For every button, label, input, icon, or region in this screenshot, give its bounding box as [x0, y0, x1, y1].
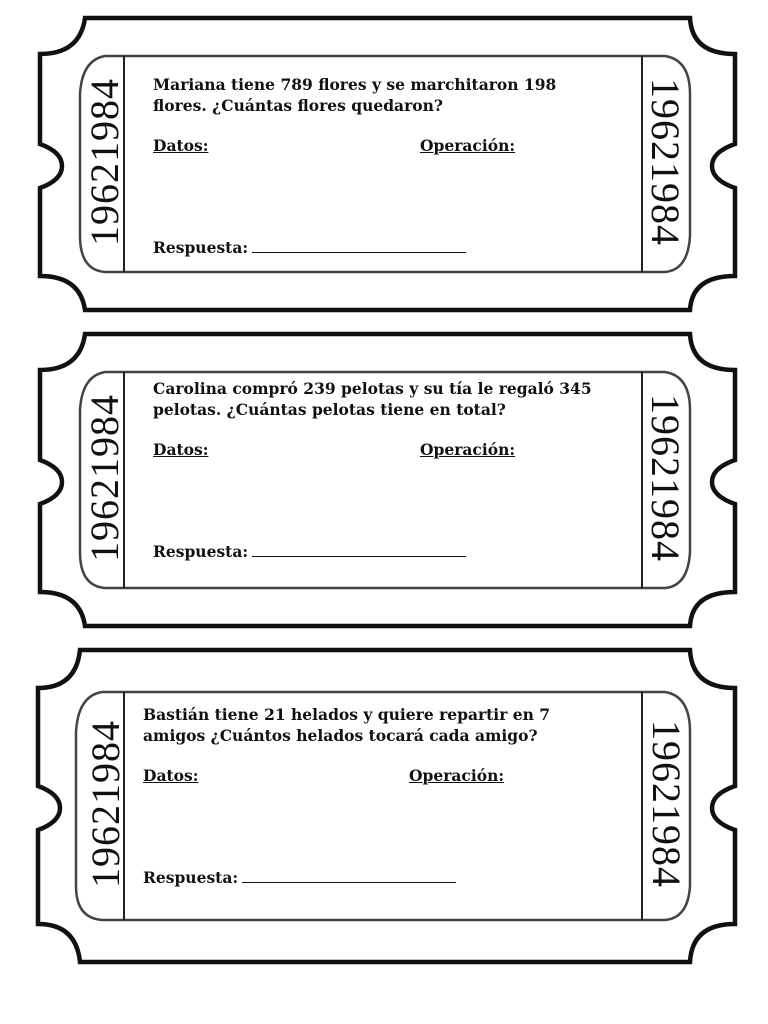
- serial-number-left: 19621984: [83, 720, 128, 888]
- datos-label: Datos:: [153, 136, 209, 155]
- answer-blank-line[interactable]: [252, 238, 466, 253]
- operacion-label: Operación:: [409, 766, 505, 785]
- problem-text: Carolina compró 239 pelotas y su tía le regaló 345 pelotas. ¿Cuántas pelotas tiene en total?: [153, 379, 592, 419]
- respuesta-label: Respuesta:: [143, 868, 239, 887]
- serial-number-left: 19621984: [82, 394, 127, 562]
- problem-text: Mariana tiene 789 flores y se marchitaron 198 flores. ¿Cuántas flores quedaron?: [153, 75, 557, 115]
- respuesta-row: [143, 868, 456, 887]
- answer-blank-line[interactable]: [242, 868, 456, 883]
- serial-number-right: 19621984: [643, 394, 688, 562]
- datos-label: Datos:: [153, 440, 209, 459]
- operacion-label: Operación:: [420, 136, 516, 155]
- respuesta-label: Respuesta:: [153, 542, 249, 561]
- datos-label: Datos:: [143, 766, 199, 785]
- respuesta-row: [153, 542, 466, 561]
- ticket-3: [0, 646, 768, 966]
- answer-blank-line[interactable]: [252, 542, 466, 557]
- respuesta-row: [153, 238, 466, 257]
- serial-number-right: 19621984: [643, 78, 688, 246]
- ticket-2: [0, 330, 768, 630]
- ticket-1: [0, 14, 768, 314]
- operacion-label: Operación:: [420, 440, 516, 459]
- respuesta-label: Respuesta:: [153, 238, 249, 257]
- serial-number-right: 19621984: [644, 720, 689, 888]
- problem-text: Bastián tiene 21 helados y quiere repartir en 7 amigos ¿Cuántos helados tocará cada amigo?: [143, 705, 551, 745]
- serial-number-left: 19621984: [82, 78, 127, 246]
